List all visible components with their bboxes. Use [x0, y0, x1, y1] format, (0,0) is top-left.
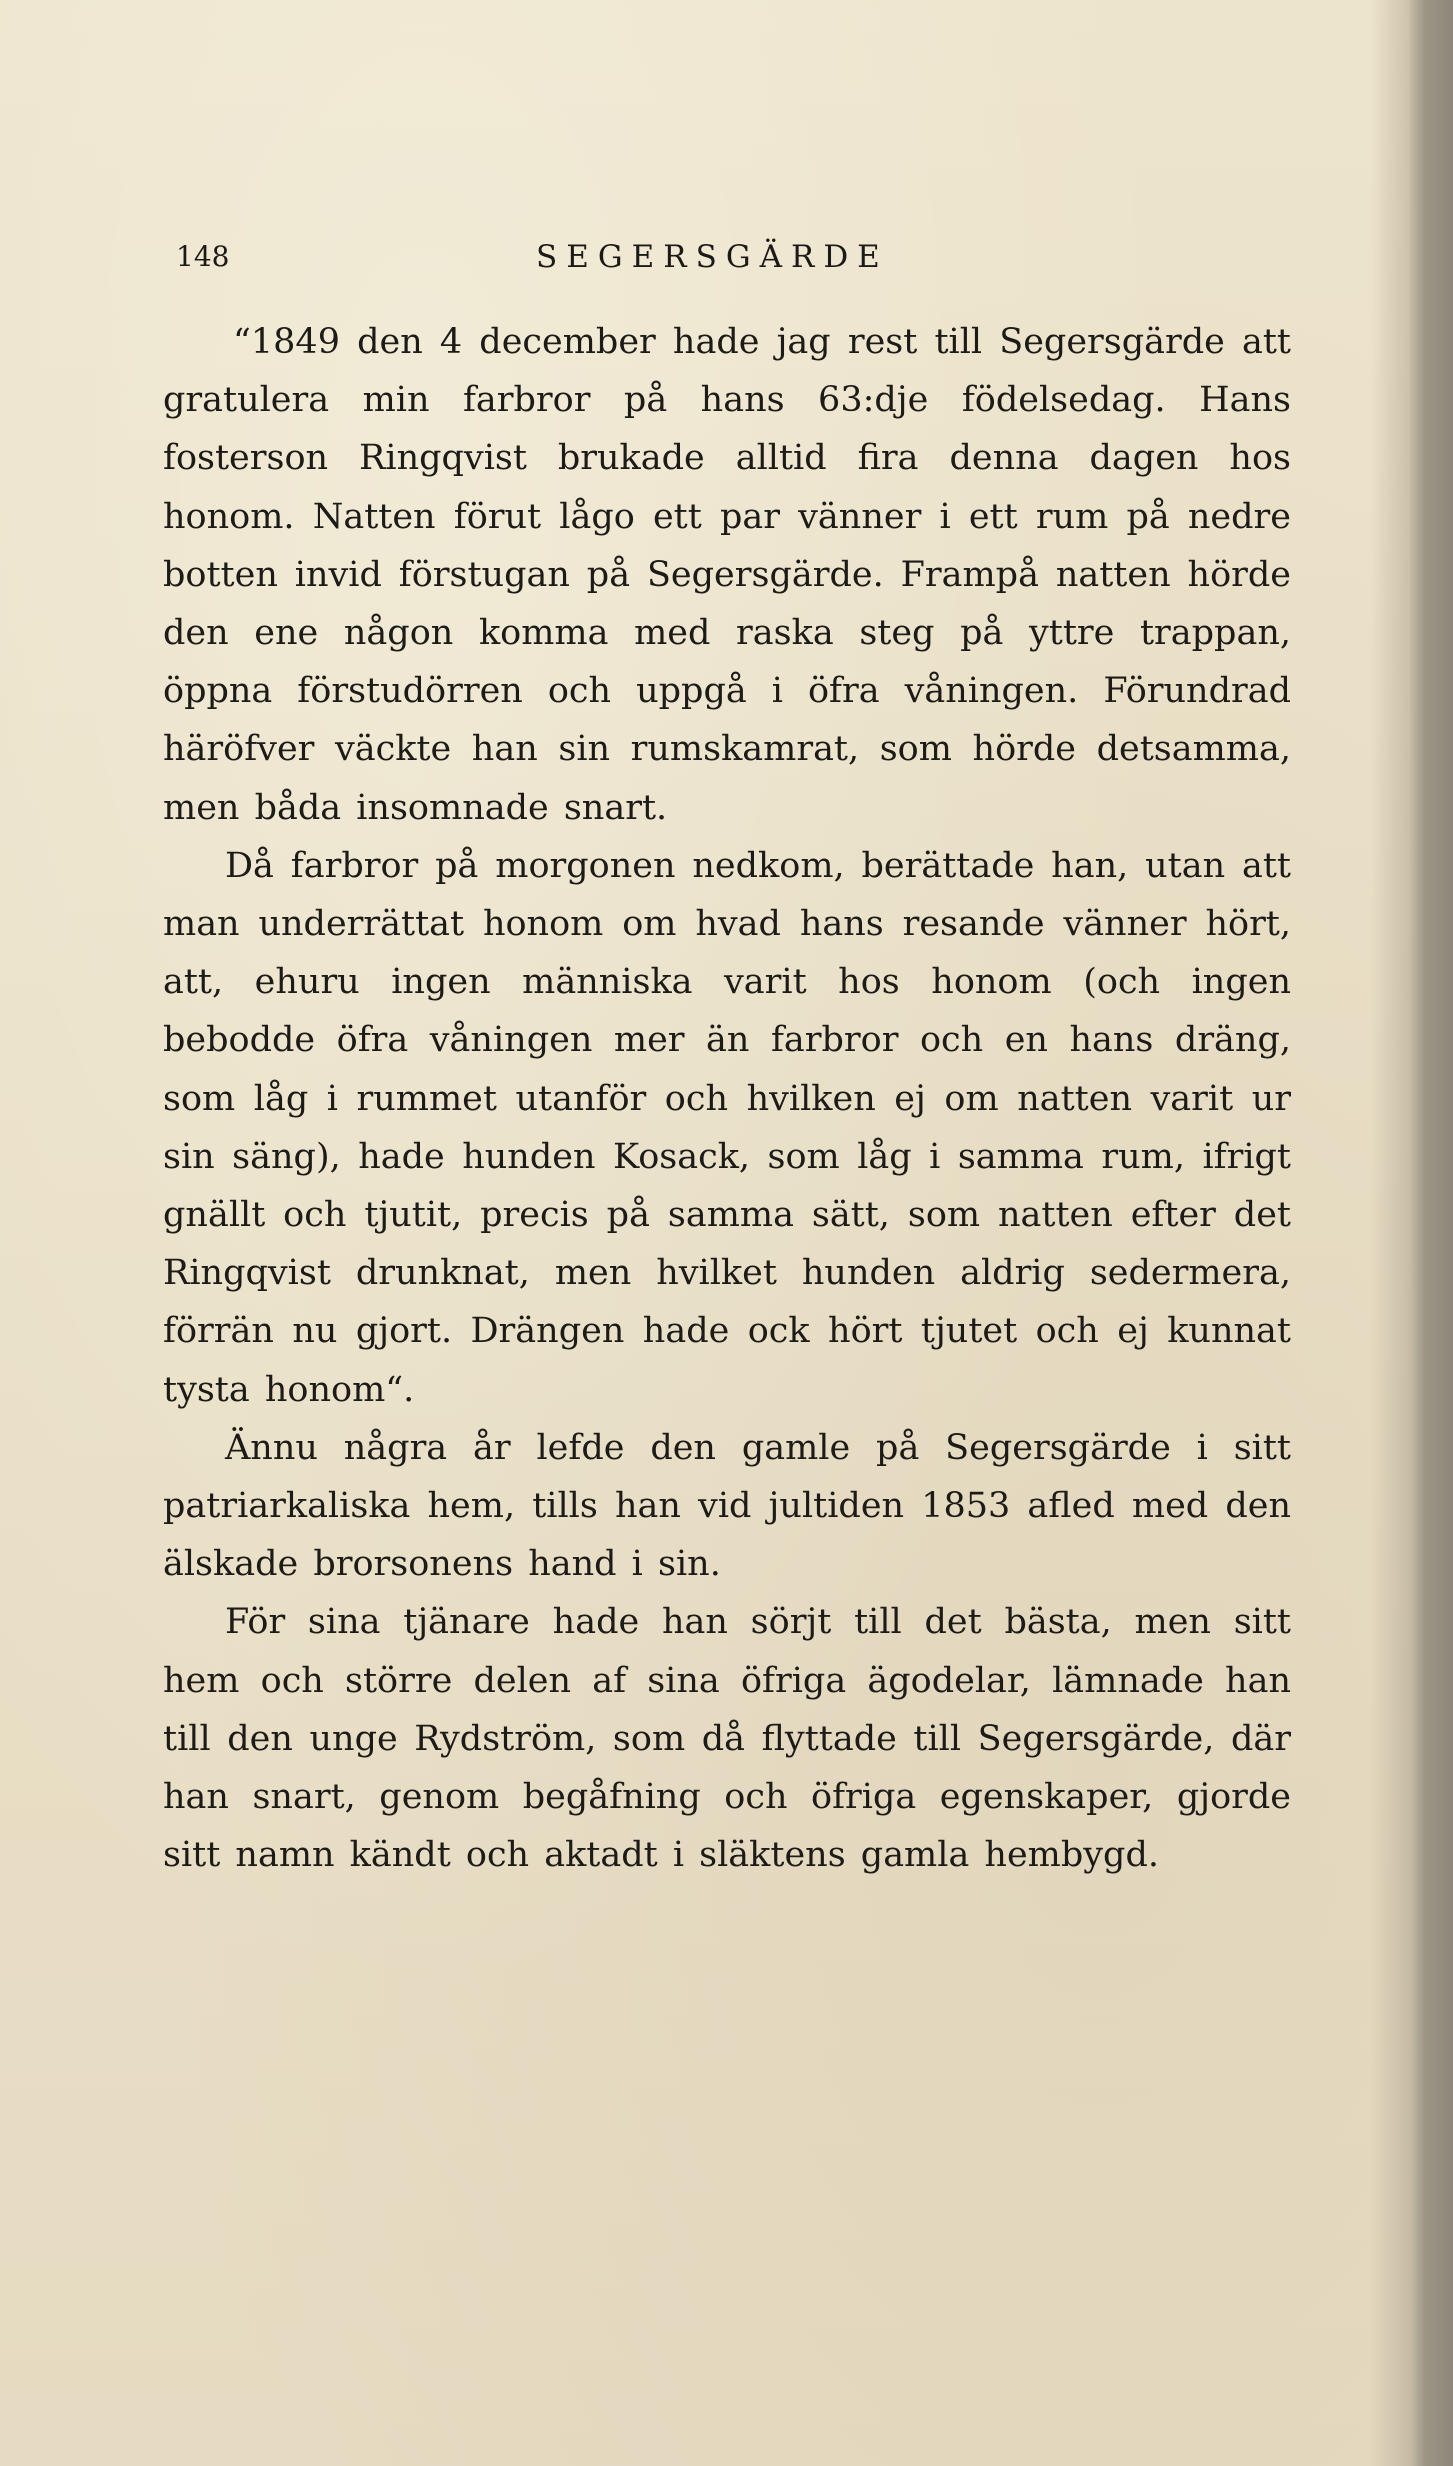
paragraph: “1849 den 4 december hade jag rest till Segersgärde att gratulera min farbror på hans 63:dje födelsedag. Hans fosterson Ringqvist brukade alltid fira denna dagen hos honom. Natten förut lågo ett par vänner i ett rum på nedre botten invid förstugan på Segersgärde. Frampå natten hörde den ene någon komma med raska steg på yttre trappan, öppna förstudörren och uppgå i öfra våningen. Förundrad häröfver väckte han sin rumskamrat, som hörde detsamma, men båda insomnade snart. [163, 322, 1291, 828]
paragraph: Då farbror på morgonen nedkom, berättade han, utan att man underrättat honom om hvad hans resande vänner hört, att, ehuru ingen människa varit hos honom (och ingen bebodde öfra våningen mer än farbror och en hans dräng, som låg i rummet utanför och hvilken ej om natten varit ur sin säng), hade hunden Kosack, som låg i samma rum, ifrigt gnällt och tjutit, precis på samma sätt, som natten efter det Ringqvist drunknat, men hvilket hunden aldrig sedermera, förrän nu gjort. Drängen hade ock hört tjutet och ej kunnat tysta honom“. [163, 845, 1291, 1410]
running-head [176, 232, 1286, 282]
page-number: 148 [176, 240, 230, 273]
paragraph: Ännu några år lefde den gamle på Segersgärde i sitt patriarkaliska hem, tills han vid jultiden 1853 afled med den älskade brorsonens hand i sin. [163, 1427, 1291, 1585]
body-text [163, 313, 1291, 1884]
running-title: SEGERSGÄRDE [536, 239, 889, 275]
page-edge [1410, 0, 1453, 2466]
paragraph: För sina tjänare hade han sörjt till det bästa, men sitt hem och större delen af sina öfriga ägodelar, lämnade han till den unge Rydström, som då flyttade till Segersgärde, där han snart, genom begåfning och öfriga egenskaper, gjorde sitt namn kändt och aktadt i släktens gamla hembygd. [163, 1602, 1291, 1876]
